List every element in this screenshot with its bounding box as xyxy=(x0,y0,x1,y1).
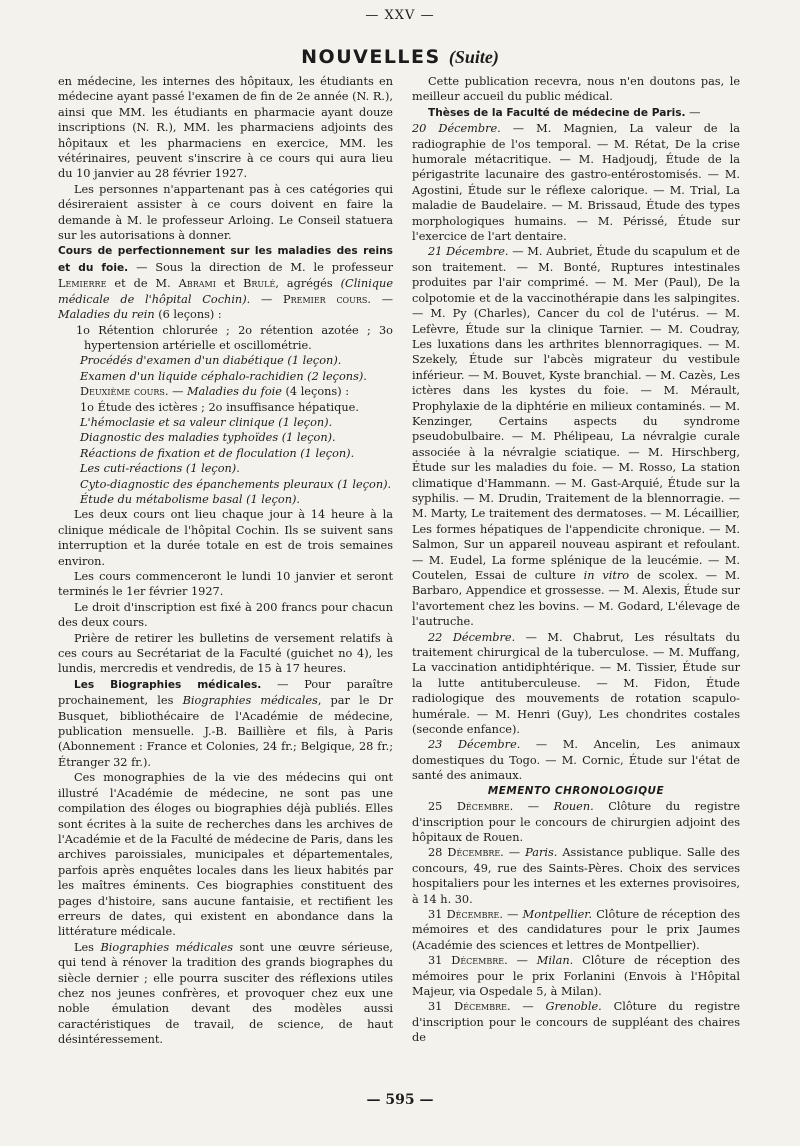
paragraph: Les cours commenceront le lundi 10 janvier et seront terminés le 1er février 1927. xyxy=(58,570,393,599)
title-text: NOUVELLES xyxy=(301,46,441,68)
list-item: Deuxième cours. — Maladies du foie (4 leçons) : xyxy=(80,385,350,399)
paragraph: Ces monographies de la vie des médecins qui ont illustré l'Académie de médecine, ne sont pas une compilation des éloges ou biographies déjà publiés. Elles sont écrites à la suite de recherches dans les archives de l'Académie et de la Faculté de médecine de Paris, dans les archives paroissiales, municipales et départementales, parfois après enquêtes locales dans les lieux habités par les maîtres éminents. Ces biographies constituent des pages d'histoire, sans aucune fantaisie, et rectifient les erreurs de dates, qui existent en abondance dans la littérature médicale. xyxy=(58,771,393,939)
list-item: Étude du métabolisme basal (1 leçon). xyxy=(80,492,300,506)
theses-entry: 21 Décembre. — M. Aubriet, Étude du scapulum et de son traitement. — M. Bonté, Ruptures intestinales produites par l'air comprimé. — M. Mer (Paul), De la colpotomie et de la vaccinothérapie dans les salpingites. — M. Py (Charles), Cancer du col de l'utérus. — M. Lefèvre, Étude sur la clinique Tarnier. — M. Coudray, Les luxations dans les arthrites blennorragiques. — M. Szekely, Étude sur l'abcès migrateur du vestibule inférieur. — M. Bouvet, Kyste branchial. — M. Cazès, Les ictères dans les kystes du foie. — M. Mérault, Prophylaxie de la diphtérie en milieux contaminés. — M. Kenzinger, Certains aspects du syndrome pseudobulbaire. — M. Phélipeau, La névralgie curale associée à la névralgie sciatique. — M. Hirschberg, Étude sur les maladies du foie. — M. Rosso, La station climatique d'Hammann. — M. Gast-Arquié, Étude sur la syphilis. — M. Drudin, Traitement de la blennorragie. — M. Marty, Le traitement des dermatoses. — M. Lécaillier, Les formes hépatiques de l'appendicite chronique. — M. Salmon, Sur un appareil nouveau aspirant et refoulant. — M. Eudel, La forme splénique de la leucémie. — M. Coutelen, Essai de culture in vitro de scolex. — M. Barbaro, Appendice et grossesse. — M. Alexis, Étude sur l'avortement chez les bovins. — M. Godard, L'élevage de l'autruche. xyxy=(412,245,740,629)
list-item: Cyto-diagnostic des épanchements pleuraux (1 leçon). xyxy=(80,477,392,491)
memento-entry: 28 Décembre. — Paris. Assistance publique. Salle des concours, 49, rue des Saints-Pères. Choix des services hospitaliers pour les internes et les externes provisoires, à 14 h. 30. xyxy=(412,846,740,906)
page-title xyxy=(0,46,800,68)
paragraph: Prière de retirer les bulletins de versement relatifs à ces cours au Secrétariat de la Faculté (guichet no 4), les lundis, mercredis et vendredis, de 15 à 17 heures. xyxy=(58,631,393,676)
cours-paragraph: Cours de perfectionnement sur les maladies des reins et du foie. — Sous la direction de M. le professeur Lemierre et de M. Abrami et Brulé, agrégés (Clinique médicale de l'hôpital Cochin). — Premier cours. — Maladies du rein (6 leçons) : xyxy=(58,245,394,322)
title-suite: (Suite) xyxy=(448,47,499,67)
section-heading: Cours de perfectionnement sur les maladies des reins et du foie. xyxy=(58,245,393,274)
list-item: 1o Rétention chlorurée ; 2o rétention azotée ; 3o hypertension artérielle et oscillométrie. xyxy=(76,323,393,352)
theses-entry: 22 Décembre. — M. Chabrut, Les résultats du traitement chirurgical de la tuberculose. — M. Muffang, La vaccination antidiphtérique. — M. Tissier, Étude sur la lutte antituberculeuse. — M. Fidon, Étude radiologique des mouvements de rotation scapulo-humérale. — M. Henri (Guy), Les chondrites costales (seconde enfance). xyxy=(412,630,740,737)
list-item: Procédés d'examen d'un diabétique (1 leçon). xyxy=(80,354,342,368)
theses-entry: 23 Décembre. — M. Ancelin, Les animaux domestiques du Togo. — M. Cornic, Étude sur l'état de santé des animaux. xyxy=(412,738,740,783)
paragraph: Les personnes n'appartenant pas à ces catégories qui désireraient assister à ce cours doivent en faire la demande à M. le professeur Arloing. Le Conseil statuera sur les autorisations à donner. xyxy=(58,182,393,243)
list-item: Les cuti-réactions (1 leçon). xyxy=(80,462,240,476)
section-heading: Thèses de la Faculté de médecine de Paris. — xyxy=(428,105,701,119)
memento-entry: 31 Décembre. — Milan. Clôture de réception des mémoires pour le prix Forlanini (Envois à l'Hôpital Majeur, via Ospedale 5, à Milan). xyxy=(412,954,740,998)
paragraph: Le droit d'inscription est fixé à 200 francs pour chacun des deux cours. xyxy=(58,600,393,630)
paragraph: en médecine, les internes des hôpitaux, les étudiants en médecine ayant passé l'examen de fin de 2e année (N. R.), ainsi que MM. les étudiants en pharmacie ayant douze inscriptions (N. R.), MM. les pharmaciens adjoints des hôpitaux et les pharmaciens en exercice, MM. les vétérinaires, peuvent s'inscrire à ce cours qui aura lieu du 10 janvier au 28 février 1927. xyxy=(58,75,393,181)
memento-heading: MEMENTO CHRONOLOGIQUE xyxy=(487,784,665,797)
section-heading: Les Biographies médicales. xyxy=(74,678,262,691)
memento-entry: 31 Décembre. — Montpellier. Clôture de réception des mémoires et des candidatures pour le prix Jaumes (Académie des sciences et lettres de Montpellier). xyxy=(412,907,741,952)
right-column xyxy=(412,74,740,1046)
left-column xyxy=(58,74,393,1048)
list-item: Réactions de fixation et de floculation (1 leçon). xyxy=(80,446,355,460)
biographies-paragraph: Les Biographies médicales. — Pour paraître prochainement, les Biographies médicales, par le Dr Busquet, bibliothécaire de l'Académie de médecine, publication mensuelle. J.-B. Baillière et fils, à Paris (Abonnement : France et Colonies, 24 fr.; Belgique, 28 fr.; Étranger 32 fr.). xyxy=(58,677,393,769)
page-number: — 595 — xyxy=(366,1092,434,1108)
memento-entry: 31 Décembre. — Grenoble. Clôture du registre d'inscription pour le concours de suppléant des chaires de xyxy=(412,1000,740,1045)
memento-entry: 25 Décembre. — Rouen. Clôture du registre d'inscription pour le concours de chirurgien adjoint des hôpitaux de Rouen. xyxy=(412,800,741,844)
paragraph: Les deux cours ont lieu chaque jour à 14 heure à la clinique médicale de l'hôpital Cochin. Ils se suivent sans interruption et la durée totale en est de trois semaines environ. xyxy=(58,508,393,568)
paragraph: Cette publication recevra, nous n'en doutons pas, le meilleur accueil du public médical. xyxy=(412,75,740,104)
paragraph: Les Biographies médicales sont une œuvre sérieuse, qui tend à rénover la tradition des grands biographes du siècle dernier ; elle pourra susciter des réflexions utiles chez nos jeunes confrères, et provoquer chez eux une noble émulation devant des modèles aussi caractéristiques de travail, de science, de haut désintéressement. xyxy=(58,940,394,1047)
list-item: L'hémoclasie et sa valeur clinique (1 leçon). xyxy=(80,415,333,429)
page-roman-numeral: — XXV — xyxy=(365,8,435,23)
list-item: Examen d'un liquide céphalo-rachidien (2 leçons). xyxy=(80,369,367,383)
list-item: 1o Étude des ictères ; 2o insuffisance hépatique. xyxy=(80,400,359,414)
theses-entry: 20 Décembre. — M. Magnien, La valeur de la radiographie de l'os temporal. — M. Rétat, De la crise humorale métacritique. — M. Hadjoudj, Étude de la périgastrite lacunaire des gastro-entérostomisés. — M. Agostini, Étude sur le réflexe calorique. — M. Trial, La maladie de Baudelaire. — M. Brissaud, Étude des types morphologiques humains. — M. Périssé, Étude sur l'exercice de l'art dentaire. xyxy=(412,122,740,244)
list-item: Diagnostic des maladies typhoïdes (1 leçon). xyxy=(80,431,336,445)
